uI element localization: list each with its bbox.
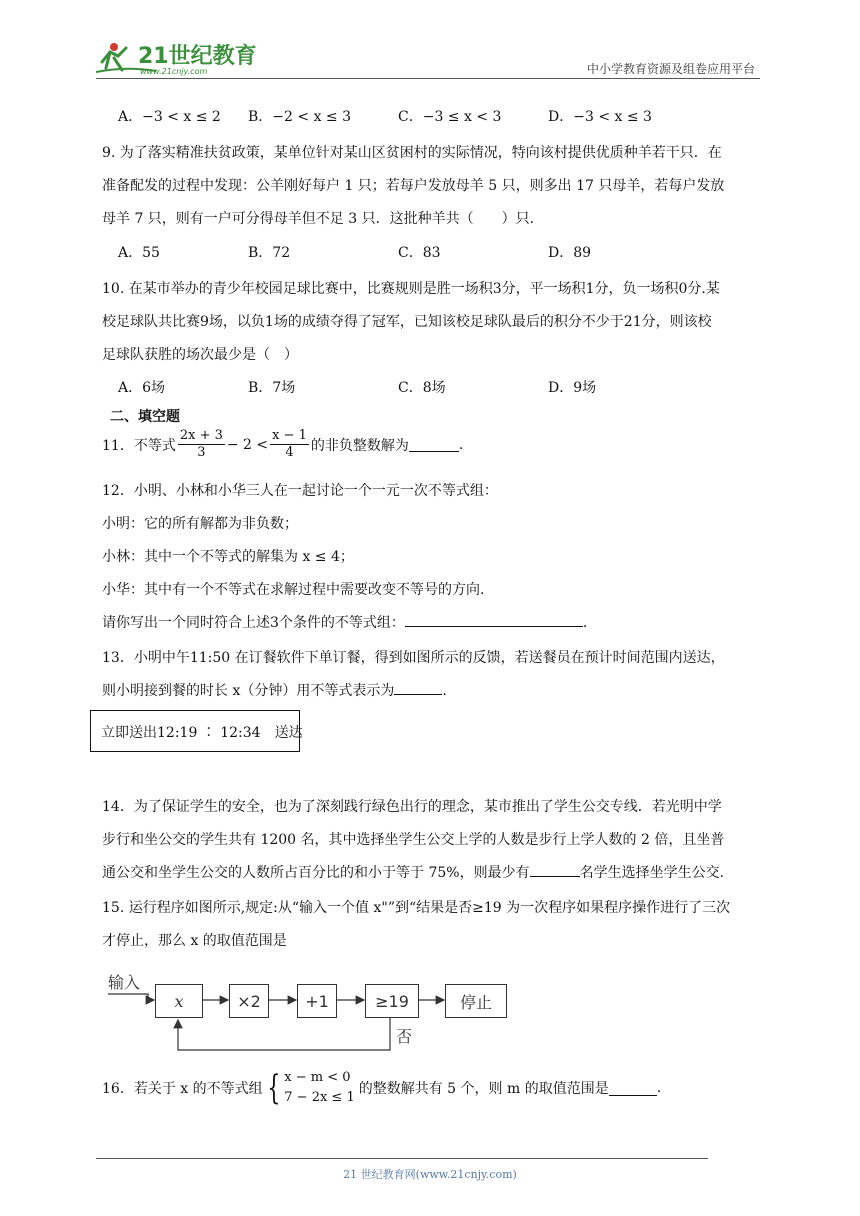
site-logo	[96, 38, 286, 78]
logo-main-text: 21世纪教育	[138, 44, 257, 69]
q9-line-2: 准备配发的过程中发现：公羊刚好每户 1 只；若每户发放母羊 5 只，则多出 17 只母羊，若每户发放	[102, 178, 725, 194]
q16-answer-blank[interactable]	[609, 1081, 657, 1096]
flow-input-label: 输入	[108, 973, 141, 992]
q16-inequality-system: x − m < 0 7 − 2x ≤ 1	[284, 1070, 355, 1105]
q9-line-1: 9. 为了落实精准扶贫政策，某单位针对某山区贫困村的实际情况，特向该村提供优质种羊若干只．在	[102, 145, 722, 161]
q10-line-3: 足球队获胜的场次最少是（ ）	[102, 347, 298, 363]
q10-option-c: C．8场	[398, 380, 446, 396]
q8-option-c: C．−3 ≤ x < 3	[398, 109, 502, 125]
q15-line-2: 才停止，那么 x 的取值范围是	[102, 933, 287, 949]
q14-line-2: 步行和坐公交的学生共有 1200 名，其中选择坐学生公交上学的人数是步行上学人数的 2 倍，且坐普	[102, 832, 725, 848]
footer-text: 21 世纪教育网(www.21cnjy.com)	[343, 1168, 517, 1181]
flow-box-x: x	[155, 984, 203, 1018]
q8-option-b: B．−2 < x ≤ 3	[248, 109, 351, 125]
header-platform-title: 中小学教育资源及组卷应用平台	[586, 62, 755, 76]
q13-line-1: 13．小明中午11:50 在订餐软件下单订餐，得到如图所示的反馈，若送餐员在预计时间范围内送达，	[102, 650, 725, 666]
q8-option-a: A．−3 < x ≤ 2	[118, 109, 221, 125]
flow-no-label: 否	[396, 1027, 413, 1046]
logo-sub-text: www.21cnjy.com	[140, 67, 208, 76]
q11-prefix: 11．不等式	[102, 437, 176, 454]
q16-line: 16．若关于 x 的不等式组 { x − m < 0 7 − 2x ≤ 1 的整数解共有 5 个，则 m 的取值范围是 .	[102, 1068, 662, 1108]
q14-line-3: 通公交和坐学生公交的人数所占百分比的和小于等于 75%，则最少有 名学生选择坐学生公交.	[102, 862, 724, 882]
q16-brace-icon: {	[266, 1068, 280, 1108]
q13-answer-blank[interactable]	[394, 680, 442, 695]
flow-box-compare: ≥19	[365, 984, 419, 1018]
q10-line-1: 10. 在某市举办的青少年校园足球比赛中，比赛规则是胜一场积3分，平一场积1分，负一场积0分.某	[102, 281, 720, 297]
q15-line-1: 15. 运行程序如图所示,规定:从“输入一个值 x"”到“结果是否≥19 为一次程序如果程序操作进行了三次	[102, 900, 731, 916]
q13-line-2: 则小明接到餐的时长 x（分钟）用不等式表示为 .	[102, 680, 447, 700]
q12-line-4: 小华：其中有一个不等式在求解过程中需要改变不等号的方向.	[102, 582, 485, 598]
q11-answer-blank[interactable]	[409, 437, 459, 452]
q11-line: 11．不等式 $\frac{2x + 3}{3}$ − 2 < $\frac{x - 1}{4}$ 的非负整数解为 .	[102, 428, 464, 460]
q12-line-2: 小明：它的所有解都为非负数；	[102, 516, 298, 532]
q9-option-a: A．55	[118, 245, 160, 261]
q9-line-3: 母羊 7 只，则有一户可分得母羊但不足 3 只．这批种羊共（ ）只．	[102, 211, 544, 227]
q13-delivery-text: 立即送出12:19 ∶ 12:34 送达	[101, 725, 303, 741]
q10-option-b: B．7场	[248, 380, 296, 396]
footer-divider	[96, 1158, 708, 1159]
header-divider	[96, 78, 760, 79]
q12-answer-blank[interactable]	[405, 612, 583, 627]
q11-fraction-2: $\frac{x - 1}{4}$	[272, 428, 307, 460]
q8-option-d: D．−3 < x ≤ 3	[548, 109, 652, 125]
q10-option-d: D．9场	[548, 380, 597, 396]
q9-option-d: D．89	[548, 245, 592, 261]
q10-option-a: A．6场	[118, 380, 166, 396]
q9-option-b: B．72	[248, 245, 291, 261]
q14-line-1: 14．为了保证学生的安全，也为了深刻践行绿色出行的理念，某市推出了学生公交专线．若光明中学	[102, 799, 722, 815]
q11-fraction-1: $\frac{2x + 3}{3}$	[179, 428, 223, 460]
q12-line-3: 小林：其中一个不等式的解集为 x ≤ 4；	[102, 549, 354, 565]
section-title-fill-in: 二、填空题	[110, 409, 180, 425]
q12-line-1: 12．小明、小林和小华三人在一起讨论一个一元一次不等式组：	[102, 483, 498, 499]
q10-line-2: 校足球队共比赛9场，以负1场的成绩夺得了冠军，已知该校足球队最后的积分不少于21分，则该校	[102, 314, 712, 330]
q11-middle: − 2 <	[226, 436, 269, 453]
runner-logo-icon	[96, 38, 286, 78]
q9-option-c: C．83	[398, 245, 441, 261]
flow-box-multiply: ×2	[229, 984, 269, 1018]
flow-box-add: +1	[297, 984, 337, 1018]
flow-box-stop: 停止	[445, 984, 507, 1018]
q13-delivery-box	[90, 710, 303, 752]
q11-suffix: 的非负整数解为	[310, 437, 409, 454]
q14-answer-blank[interactable]	[530, 862, 580, 877]
q12-line-5: 请你写出一个同时符合上述3个条件的不等式组： .	[102, 612, 587, 632]
